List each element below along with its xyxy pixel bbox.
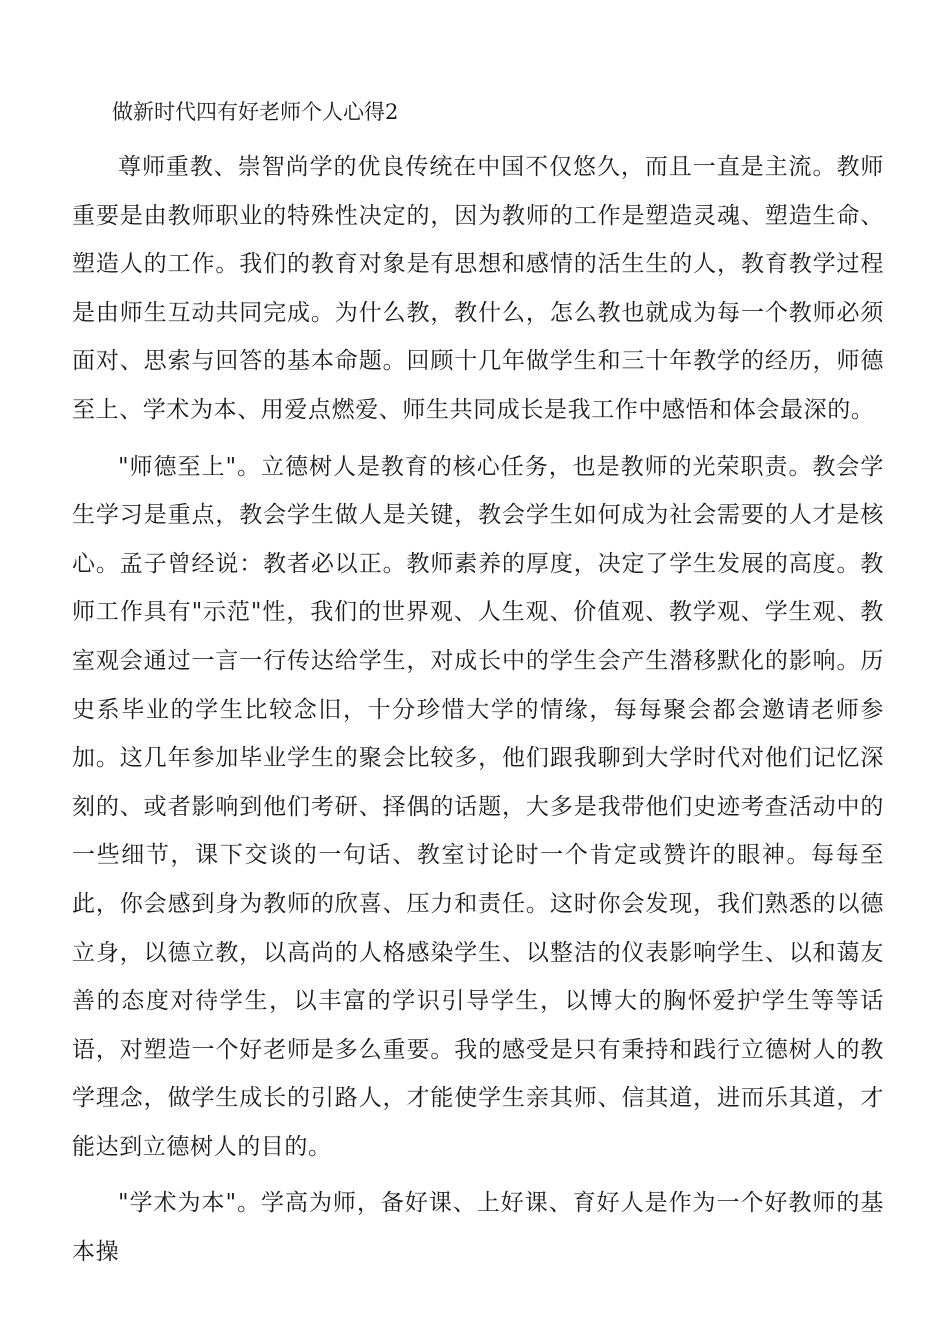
paragraph-2: "师德至上"。立德树人是教育的核心任务，也是教师的光荣职责。教会学生学习是重点，教会学生做人是关键，教会学生如何成为社会需要的人才是核心。孟子曾经说：教者必以正。教师素养的厚度，决定了学生发展的高度。教师工作具有"示范"性，我们的世界观、人生观、价值观、教学观、学生观、教室观会通过一言一行传达给学生，对成长中的学生会产生潜移默化的影响。历史系毕业的学生比较念旧，十分珍惜大学的情缘，每每聚会都会邀请老师参加。这几年参加毕业学生的聚会比较多，他们跟我聊到大学时代对他们记忆深刻的、或者影响到他们考研、择偶的话题，大多是我带他们史迹考查活动中的一些细节，课下交谈的一句话、教室讨论时一个肯定或赞许的眼神。每每至此，你会感到身为教师的欣喜、压力和责任。这时你会发现，我们熟悉的以德立身，以德立教，以高尚的人格感染学生、以整洁的仪表影响学生、以和蔼友善的态度对待学生，以丰富的学识引导学生，以博大的胸怀爱护学生等等话语，对塑造一个好老师是多么重要。我的感受是只有秉持和践行立德树人的教学理念，做学生成长的引路人，才能使学生亲其师、信其道，进而乐其道，才能达到立德树人的目的。 <box>72 453 884 1160</box>
document-body <box>72 143 884 1285</box>
paragraph-3: "学术为本"。学高为师，备好课、上好课、育好人是作为一个好教师的基本操 <box>72 1190 884 1266</box>
document-title: 做新时代四有好老师个人心得2 <box>112 100 399 124</box>
paragraph-1: 尊师重教、崇智尚学的优良传统在中国不仅悠久，而且一直是主流。教师重要是由教师职业的特殊性决定的，因为教师的工作是塑造灵魂、塑造生命、塑造人的工作。我们的教育对象是有思想和感情的活生生的人，教育教学过程是由师生互动共同完成。为什么教，教什么，怎么教也就成为每一个教师必须面对、思索与回答的基本命题。回顾十几年做学生和三十年教学的经历，师德至上、学术为本、用爱点燃爱、师生共同成长是我工作中感悟和体会最深的。 <box>72 154 884 423</box>
